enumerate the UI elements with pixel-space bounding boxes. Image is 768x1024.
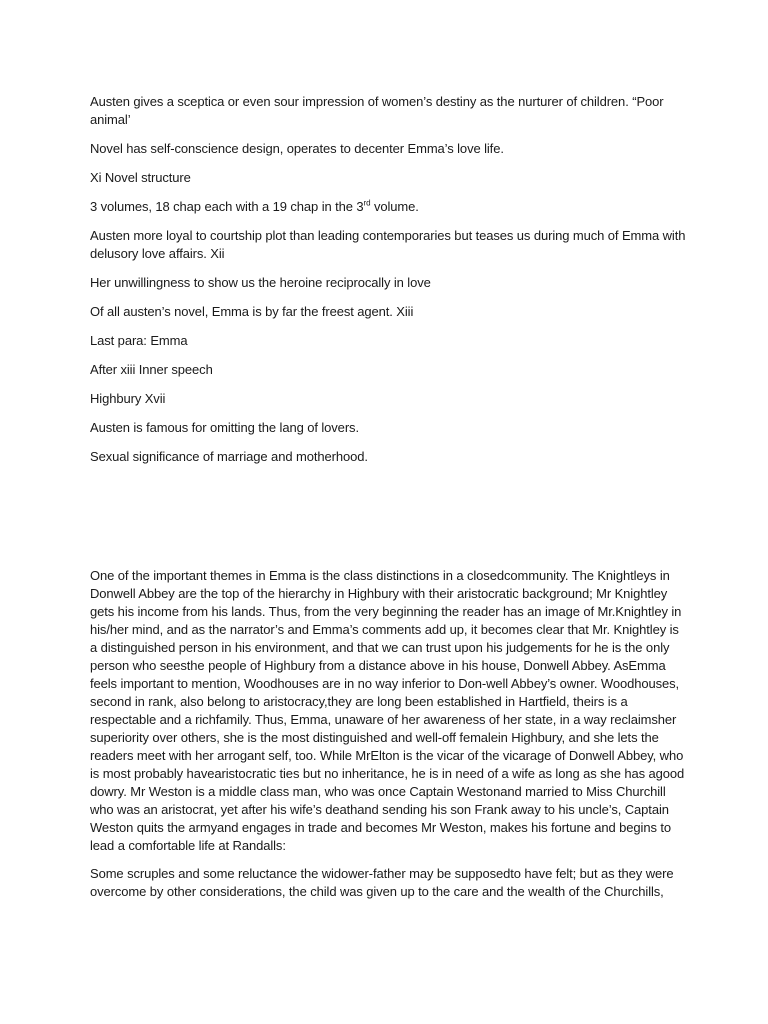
note-courtship-plot: Austen more loyal to courtship plot than leading contemporaries but teases us during much of Emma with delusory love affairs. Xii xyxy=(90,228,686,261)
note-unwillingness: Her unwillingness to show us the heroine reciprocally in love xyxy=(90,275,431,290)
note-volumes xyxy=(90,198,690,216)
note-volumes-suffix: volume. xyxy=(370,199,419,214)
note-highbury: Highbury Xvii xyxy=(90,391,166,406)
note-novel-structure: Xi Novel structure xyxy=(90,170,191,185)
note-self-conscience: Novel has self-conscience design, operates to decenter Emma’s love life. xyxy=(90,141,504,156)
essay-paragraph-quotation: Some scruples and some reluctance the widower-father may be supposedto have felt; but as they were overcome by other considerations, the child was given up to the care and the wealth of the Churchills, xyxy=(90,866,674,899)
note-freest-agent: Of all austen’s novel, Emma is by far the freest agent. Xiii xyxy=(90,304,414,319)
essay-section xyxy=(90,567,688,911)
essay-paragraph-class-distinctions: One of the important themes in Emma is the class distinctions in a closedcommunity. The Knightleys in Donwell Abbey are the top of the hierarchy in Highbury with their aristocratic background; Mr Knightley gets his income from his lands. Thus, from the very beginning the reader has an image of Mr.Knightley in his/her mind, and as the narrator’s and Emma’s comments add up, it becomes clear that Mr. Knightley is a distinguished person in his environment, and that we can trust upon his judgements for he is the only person who seesthe people of Highbury from a distance above in his house, Donwell Abbey. AsEmma feels important to mention, Woodhouses are in no way inferior to Don-well Abbey’s owner. Woodhouses, second in rank, also belong to aristocracy,they are long been established in Hartfield, theirs is a respectable and a richfamily. Thus, Emma, unaware of her awareness of her state, in a way reclaimsher superiority over others, she is the most distinguished and well-off femalein Highbury, and she lets the readers meet with her arrogant self, too. While MrElton is the vicar of the vicarage of Donwell Abbey, who is most probably havearistocratic ties but no inheritance, he is in need of a wife as long as she has agood dowry. Mr Weston is a middle class man, who was once Captain Westonand married to Miss Churchill who was an aristocrat, yet after his wife’s deathand sending his son Frank away to his uncle’s, Captain Weston quits the armyand engages in trade and becomes Mr Weston, makes his fortune and begins to lead a comfortable life at Randalls: xyxy=(90,568,685,853)
note-volumes-text: 3 volumes, 18 chap each with a 19 chap in the 3 xyxy=(90,199,364,214)
note-last-para: Last para: Emma xyxy=(90,333,188,348)
note-volumes-superscript: rd xyxy=(363,198,371,208)
note-inner-speech: After xiii Inner speech xyxy=(90,362,213,377)
note-sexual-significance: Sexual significance of marriage and motherhood. xyxy=(90,449,368,464)
note-lang-of-lovers: Austen is famous for omitting the lang of lovers. xyxy=(90,420,359,435)
notes-section xyxy=(90,93,690,477)
note-destiny: Austen gives a sceptica or even sour impression of women’s destiny as the nurturer of children. “Poor animal’ xyxy=(90,94,664,127)
